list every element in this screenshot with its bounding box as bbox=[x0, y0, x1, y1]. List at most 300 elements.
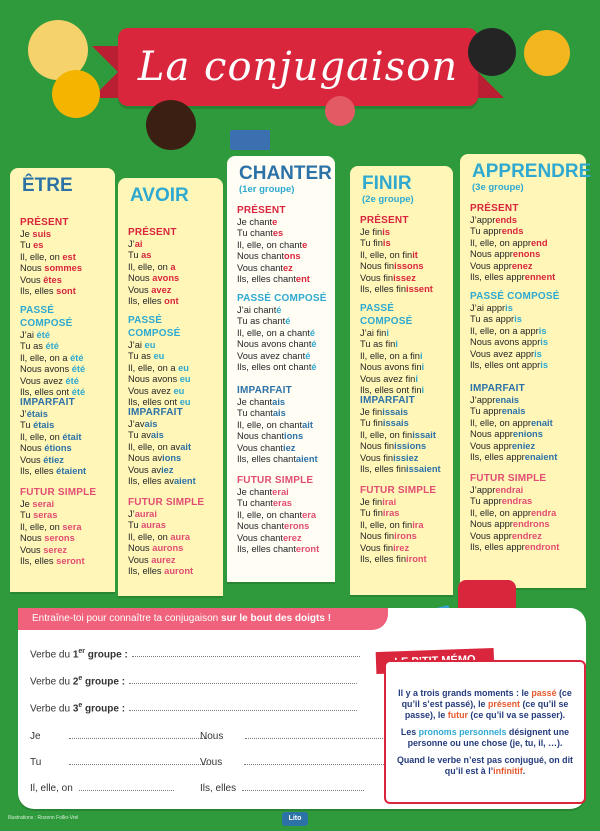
conjugation-line: Il, elle, on était bbox=[20, 431, 82, 442]
title-banner bbox=[118, 28, 478, 106]
verb-group: (2e groupe) bbox=[362, 194, 414, 205]
verb-ending: i bbox=[421, 385, 425, 396]
verb-ending: i bbox=[395, 339, 398, 350]
conjugation-line: Il, elle, on a fini bbox=[360, 350, 423, 361]
tense-title: PASSÉ COMPOSÉ bbox=[128, 315, 181, 339]
verb-ending: avez bbox=[151, 284, 172, 295]
verb-ending: aurai bbox=[134, 509, 157, 519]
conjugation-line: Tu apprendras bbox=[470, 496, 533, 507]
verb-ending: erons bbox=[284, 521, 310, 532]
tense-section bbox=[470, 202, 580, 283]
kid-illustration-girl bbox=[325, 96, 355, 126]
conjugation-line: Il, elle, on apprend bbox=[470, 237, 548, 248]
conjugation-line: J’apprendrai bbox=[470, 485, 524, 495]
conjugation-line: Vous avez fini bbox=[360, 373, 418, 384]
verb-ending: issiez bbox=[393, 452, 419, 463]
tense-section bbox=[237, 474, 329, 555]
verb-ending: irons bbox=[394, 531, 417, 542]
conjugation-line: Ils, elles ont appris bbox=[470, 360, 549, 371]
conjugation-line: Nous avions bbox=[128, 453, 182, 464]
verb-ending: étais bbox=[26, 409, 48, 419]
tense-title: PASSÉ COMPOSÉ bbox=[237, 293, 327, 304]
tense-title: FUTUR SIMPLE bbox=[237, 475, 314, 486]
answer-blank[interactable] bbox=[242, 790, 364, 791]
verb-ending: issais bbox=[382, 418, 409, 429]
tense-section bbox=[237, 204, 329, 285]
conjugation-line: Nous avons bbox=[128, 273, 180, 284]
answer-blank[interactable] bbox=[129, 683, 357, 684]
conjugation-line: J’aurai bbox=[128, 509, 157, 519]
conjugation-line: Nous finissions bbox=[360, 441, 427, 452]
memo-paragraph-3: Quand le verbe n’est pas conjugué, on dit qu’il est à l’infinitif. bbox=[396, 755, 574, 776]
tense-section bbox=[360, 484, 447, 565]
conjugation-line: Tu as fini bbox=[360, 339, 398, 350]
conjugation-line: Vous avez appris bbox=[470, 348, 542, 359]
conjugation-line: Ils, elles ont chanté bbox=[237, 362, 317, 373]
conjugation-line: Tu avais bbox=[128, 430, 164, 441]
verb-ending: ait bbox=[180, 441, 192, 452]
conjugation-line: Vous apprendrez bbox=[470, 530, 542, 541]
verb-header bbox=[118, 178, 223, 220]
conjugation-line: J’étais bbox=[20, 409, 48, 419]
verb-ending: is bbox=[538, 325, 547, 336]
answer-blank[interactable] bbox=[132, 656, 360, 657]
tense-section bbox=[237, 292, 329, 373]
conjugation-line: Vous êtes bbox=[20, 274, 62, 285]
verb-ending: ons bbox=[284, 251, 301, 262]
conjugation-line: Vous appreniez bbox=[470, 440, 536, 451]
verb-ending: enais bbox=[495, 395, 520, 405]
conjugation-line: Ils, elles apprenaient bbox=[470, 452, 558, 463]
tense-section bbox=[470, 472, 580, 553]
conjugation-line: Ils, elles finiront bbox=[360, 554, 427, 565]
verb-ending: auras bbox=[141, 520, 166, 531]
conjugation-line: Il, elle, on a eu bbox=[128, 362, 189, 373]
conjugation-line: Vous serez bbox=[20, 544, 68, 555]
verb-header bbox=[460, 154, 592, 196]
tense-title: PRÉSENT bbox=[470, 203, 519, 214]
conjugation-line: Nous finissons bbox=[360, 261, 424, 272]
tense-section bbox=[20, 304, 109, 398]
conjugation-line: Vous aviez bbox=[128, 464, 174, 475]
verb-ending: enais bbox=[501, 406, 526, 417]
verb-name: ÊTRE bbox=[22, 175, 73, 196]
verb-ending: ez bbox=[283, 262, 293, 273]
verb-ending: ais bbox=[272, 397, 286, 407]
verb-ending: iront bbox=[406, 554, 427, 565]
verb-ending: issait bbox=[412, 429, 436, 440]
conjugation-line: J’ai appris bbox=[470, 303, 513, 313]
conjugation-line: Tu as chanté bbox=[237, 316, 291, 327]
tense-title: PASSÉ COMPOSÉ bbox=[470, 291, 560, 302]
verb-group: (1er groupe) bbox=[239, 184, 295, 195]
verb-ending: endrai bbox=[495, 485, 524, 495]
verb-ending: étions bbox=[44, 443, 72, 454]
credit-text: Illustrations : Rozenn Follio-Vrel bbox=[8, 815, 79, 821]
conjugation-line: Ils, elles seront bbox=[20, 556, 85, 567]
verb-ending: aient bbox=[174, 476, 196, 487]
verb-ending: ends bbox=[495, 215, 518, 225]
conjugation-line: Nous chantions bbox=[237, 431, 304, 442]
conjugation-line: Il, elle, on apprenait bbox=[470, 417, 553, 428]
verb-ending: sera bbox=[62, 521, 82, 532]
verb-ending: ais bbox=[144, 419, 158, 429]
conjugation-line: Nous serons bbox=[20, 533, 75, 544]
conjugation-line: Ils, elles ont eu bbox=[128, 397, 191, 408]
verb-ending: endront bbox=[524, 542, 560, 553]
verb-ending: enions bbox=[512, 429, 543, 440]
verb-ending: ais bbox=[272, 408, 286, 419]
verb-ending: étaient bbox=[56, 466, 87, 477]
verb-ending: seront bbox=[56, 556, 85, 567]
conjugation-line: Il, elle, on chantera bbox=[237, 509, 317, 520]
conjugation-line: Ils, elles ont fini bbox=[360, 385, 425, 396]
conjugation-line: Nous finirons bbox=[360, 531, 417, 542]
verb-column-être bbox=[10, 168, 115, 592]
conjugation-line: Ils, elles chantent bbox=[237, 274, 310, 285]
answer-blank[interactable] bbox=[245, 738, 385, 739]
conjugation-line: Tu auras bbox=[128, 520, 166, 531]
conjugation-line: Tu apprends bbox=[470, 226, 524, 237]
answer-blank[interactable] bbox=[244, 764, 384, 765]
conjugation-line: Vous avez bbox=[128, 284, 172, 295]
conjugation-line: Il, elle, on est bbox=[20, 251, 76, 262]
verb-ending: été bbox=[36, 330, 50, 340]
conjugation-line: Nous chantons bbox=[237, 251, 301, 262]
tense-section bbox=[470, 382, 580, 463]
kid-illustration-right2 bbox=[524, 30, 570, 76]
verb-ending: iez bbox=[283, 442, 296, 453]
tense-title: IMPARFAIT bbox=[128, 407, 183, 418]
tense-title: PRÉSENT bbox=[237, 205, 286, 216]
verb-ending: suis bbox=[32, 229, 52, 239]
conjugation-line: Ils, elles apprendront bbox=[470, 542, 560, 553]
verb-ending: issions bbox=[394, 441, 427, 452]
conjugation-line: Il, elle, on aura bbox=[128, 531, 191, 542]
memo-paragraph-2: Les pronoms personnels désignent une personne ou une chose (je, tu, il, …). bbox=[400, 727, 570, 748]
tense-title: PRÉSENT bbox=[20, 217, 69, 228]
conjugation-line: Nous apprenions bbox=[470, 429, 543, 440]
conjugation-line: Il, elle, on a été bbox=[20, 352, 84, 363]
conjugation-line: Vous étiez bbox=[20, 454, 64, 465]
practice-hint: Entraîne-toi pour connaître ta conjugaison sur le bout des doigts ! bbox=[18, 608, 388, 630]
tense-title: PASSÉ COMPOSÉ bbox=[360, 303, 413, 327]
conjugation-line: Je serai bbox=[20, 499, 55, 509]
verb-ending: ends bbox=[501, 226, 524, 237]
verb-ending: es bbox=[272, 228, 284, 239]
answer-blank[interactable] bbox=[69, 738, 207, 739]
verb-ending: eu bbox=[178, 362, 189, 373]
conjugation-line: Je finis bbox=[360, 227, 390, 237]
tense-section bbox=[20, 216, 109, 297]
practice-group-row: Verbe du 2e groupe : bbox=[30, 675, 357, 687]
verb-column-apprendre bbox=[460, 154, 592, 588]
verb-name: CHANTER bbox=[239, 163, 332, 184]
verb-ending: is bbox=[534, 348, 542, 359]
tense-section bbox=[128, 406, 217, 487]
verb-ending: is bbox=[505, 303, 513, 313]
conjugation-line: Tu es bbox=[20, 240, 44, 251]
verb-ending: issez bbox=[393, 272, 416, 283]
verb-ending: été bbox=[45, 341, 59, 352]
conjugation-line: Il, elle, on a bbox=[128, 261, 176, 272]
verb-name: FINIR bbox=[362, 173, 412, 194]
verb-ending: i bbox=[421, 362, 425, 373]
conjugation-line: Tu as été bbox=[20, 341, 59, 352]
verb-ending: été bbox=[71, 387, 86, 398]
practice-group-row: Verbe du 1er groupe : bbox=[30, 648, 360, 660]
verb-ending: es bbox=[33, 240, 44, 251]
conjugation-line: Il, elle, on a appris bbox=[470, 325, 547, 336]
conjugation-line: Tu as bbox=[128, 250, 152, 261]
conjugation-line: Vous avez eu bbox=[128, 385, 185, 396]
verb-header bbox=[10, 168, 115, 210]
verb-ending: eras bbox=[272, 498, 292, 509]
conjugation-line: Ils, elles apprennent bbox=[470, 272, 556, 283]
verb-ending: eu bbox=[179, 397, 191, 408]
verb-ending: êtes bbox=[43, 274, 62, 285]
verb-ending: seras bbox=[33, 510, 58, 521]
conjugation-line: Ils, elles sont bbox=[20, 286, 76, 297]
conjugation-line: Vous finissiez bbox=[360, 452, 419, 463]
conjugation-line: Tu finiras bbox=[360, 508, 400, 519]
verb-ending: eu bbox=[173, 385, 185, 396]
verb-ending: eniez bbox=[511, 440, 536, 451]
verb-ending: iez bbox=[161, 464, 174, 475]
conjugation-line: Je chanterai bbox=[237, 487, 289, 497]
verb-ending: enez bbox=[511, 260, 533, 271]
conjugation-line: Ils, elles finissent bbox=[360, 284, 433, 295]
conjugation-line: Il, elle, on chantait bbox=[237, 419, 313, 430]
verb-ending: sommes bbox=[44, 263, 83, 274]
conjugation-line: J’avais bbox=[128, 419, 158, 429]
conjugation-line: Tu seras bbox=[20, 510, 58, 521]
conjugation-line: J’apprenais bbox=[470, 395, 520, 405]
conjugation-line: Je suis bbox=[20, 229, 52, 239]
conjugation-line: Vous chanterez bbox=[237, 532, 302, 543]
conjugation-line: Vous avez chanté bbox=[237, 350, 311, 361]
tense-section bbox=[20, 486, 109, 567]
conjugation-line: Ils, elles avaient bbox=[128, 476, 196, 487]
verb-name: APPRENDRE bbox=[472, 161, 592, 182]
answer-blank[interactable] bbox=[79, 790, 174, 791]
conjugation-line: Vous finirez bbox=[360, 542, 410, 553]
conjugation-line: Ils, elles chanteront bbox=[237, 544, 320, 555]
practice-group-row: Verbe du 3e groupe : bbox=[30, 702, 357, 714]
conjugation-line: Il, elle, on finit bbox=[360, 249, 418, 260]
conjugation-line: Il, elle, on finira bbox=[360, 519, 424, 530]
tense-title: IMPARFAIT bbox=[360, 395, 415, 406]
verb-ending: issent bbox=[406, 284, 433, 295]
tense-section bbox=[20, 396, 109, 477]
conjugation-line: Nous avons appris bbox=[470, 337, 549, 348]
verb-ending: serez bbox=[43, 544, 68, 555]
pronoun-row-right: Nous bbox=[200, 731, 385, 742]
verb-column-avoir bbox=[118, 178, 223, 596]
verb-ending: ont bbox=[164, 296, 179, 307]
verb-ending: été bbox=[65, 375, 79, 386]
verb-ending: é bbox=[311, 362, 317, 373]
verb-ending: était bbox=[62, 431, 82, 442]
conjugation-line: Vous aurez bbox=[128, 554, 176, 565]
conjugation-line: Tu chantais bbox=[237, 408, 286, 419]
tense-title: IMPARFAIT bbox=[237, 385, 292, 396]
conjugation-line: Ils, elles finissaient bbox=[360, 464, 441, 475]
pronoun-row-left: Il, elle, on bbox=[30, 783, 174, 794]
kid-illustration-right bbox=[468, 28, 516, 76]
conjugation-line: Ils, elles ont été bbox=[20, 387, 86, 398]
verb-ending: issais bbox=[382, 407, 409, 417]
verb-ending: is bbox=[382, 238, 391, 249]
tense-section bbox=[128, 226, 217, 307]
verb-ending: i bbox=[419, 350, 423, 361]
tense-title: FUTUR SIMPLE bbox=[470, 473, 547, 484]
tense-title: FUTUR SIMPLE bbox=[360, 485, 437, 496]
conjugation-line: Nous avons fini bbox=[360, 362, 425, 373]
verb-ending: aurez bbox=[151, 554, 176, 565]
verb-ending: étiez bbox=[43, 454, 64, 465]
verb-ending: est bbox=[62, 251, 76, 262]
conjugation-line: Tu chantes bbox=[237, 228, 284, 239]
verb-ending: enons bbox=[512, 249, 541, 260]
verb-ending: as bbox=[141, 250, 152, 261]
conjugation-line: J’ai chanté bbox=[237, 305, 282, 315]
tense-title: FUTUR SIMPLE bbox=[128, 497, 205, 508]
conjugation-line: J’ai fini bbox=[360, 328, 389, 338]
verb-ending: é bbox=[276, 305, 282, 315]
verb-ending: irai bbox=[382, 497, 397, 507]
verb-name: AVOIR bbox=[130, 185, 189, 206]
verb-ending: era bbox=[302, 509, 317, 520]
conjugation-line: Tu chanteras bbox=[237, 498, 292, 509]
verb-ending: enait bbox=[530, 417, 553, 428]
conjugation-line: Nous avons été bbox=[20, 364, 86, 375]
tense-title: PASSÉ COMPOSÉ bbox=[20, 305, 73, 329]
conjugation-line: Tu étais bbox=[20, 420, 55, 431]
conjugation-line: Il, elle, on apprendra bbox=[470, 507, 557, 518]
verb-ending: e bbox=[272, 217, 278, 227]
tense-title: PRÉSENT bbox=[128, 227, 177, 238]
verb-ending: end bbox=[530, 237, 548, 248]
pronoun-row-left: Je bbox=[30, 731, 207, 742]
verb-ending: is bbox=[514, 314, 522, 325]
conjugation-line: Nous sommes bbox=[20, 263, 83, 274]
verb-ending: ennent bbox=[524, 272, 556, 283]
verb-ending: été bbox=[71, 364, 86, 375]
verb-ending: sont bbox=[56, 286, 76, 297]
conjugation-line: J’ai bbox=[128, 239, 143, 249]
tense-section bbox=[128, 496, 217, 577]
verb-ending: i bbox=[386, 328, 389, 338]
verb-ending: é bbox=[309, 327, 316, 338]
verb-ending: endra bbox=[530, 507, 557, 518]
conjugation-line: J’apprends bbox=[470, 215, 518, 225]
verb-ending: é bbox=[305, 350, 311, 361]
conjugation-line: Vous apprenez bbox=[470, 260, 533, 271]
conjugation-line: Je finissais bbox=[360, 407, 409, 417]
verb-ending: avons bbox=[152, 273, 180, 284]
tense-title: PRÉSENT bbox=[360, 215, 409, 226]
conjugation-line: J’ai eu bbox=[128, 340, 156, 350]
verb-ending: endrez bbox=[511, 530, 542, 541]
verb-ending: erai bbox=[272, 487, 289, 497]
conjugation-line: Ils, elles ont bbox=[128, 296, 179, 307]
tense-title: FUTUR SIMPLE bbox=[20, 487, 97, 498]
verb-ending: ions bbox=[162, 453, 182, 464]
conjugation-line: Tu as appris bbox=[470, 314, 522, 325]
conjugation-line: Il, elle, on chante bbox=[237, 239, 308, 250]
tense-section bbox=[360, 302, 447, 396]
kid-illustration-reading bbox=[146, 100, 196, 150]
conjugation-line: Il, elle, on finissait bbox=[360, 429, 436, 440]
conjugation-line: Vous avez été bbox=[20, 375, 79, 386]
page-title: La conjugaison bbox=[137, 44, 459, 90]
conjugation-line: Il, elle, on avait bbox=[128, 441, 192, 452]
verb-ending: étais bbox=[33, 420, 55, 431]
kid-illustration-left2 bbox=[52, 70, 100, 118]
verb-ending: is bbox=[540, 360, 549, 371]
verb-header bbox=[227, 156, 335, 198]
verb-ending: it bbox=[412, 249, 418, 260]
conjugation-line: Nous avons eu bbox=[128, 374, 191, 385]
verb-ending: ais bbox=[150, 430, 164, 441]
conjugation-line: Je chantais bbox=[237, 397, 286, 407]
verb-ending: eu bbox=[144, 340, 156, 350]
verb-ending: ent bbox=[295, 274, 310, 285]
publisher-logo: Lito bbox=[282, 812, 308, 826]
conjugation-line: Nous étions bbox=[20, 443, 72, 454]
verb-ending: issons bbox=[394, 261, 424, 272]
verb-ending: ira bbox=[412, 519, 424, 530]
answer-blank[interactable] bbox=[69, 764, 207, 765]
verb-group: (3e groupe) bbox=[472, 182, 524, 193]
conjugation-line: Nous chanterons bbox=[237, 521, 310, 532]
books-icon bbox=[230, 130, 270, 150]
verb-ending: serons bbox=[44, 533, 75, 544]
conjugation-line: Je finirai bbox=[360, 497, 397, 507]
conjugation-line: Nous aurons bbox=[128, 543, 184, 554]
verb-ending: e bbox=[302, 239, 308, 250]
conjugation-line: Vous chantiez bbox=[237, 442, 296, 453]
conjugation-line: Tu finis bbox=[360, 238, 391, 249]
verb-ending: irez bbox=[393, 542, 410, 553]
pronoun-row-left: Tu bbox=[30, 757, 207, 768]
verb-ending: aurons bbox=[152, 543, 184, 554]
conjugation-line: Vous chantez bbox=[237, 262, 293, 273]
pronoun-row-right: Vous bbox=[200, 757, 384, 768]
tense-title: IMPARFAIT bbox=[470, 383, 525, 394]
verb-ending: aura bbox=[170, 531, 191, 542]
tense-section bbox=[237, 384, 329, 465]
pronoun-row-right: Ils, elles bbox=[200, 783, 364, 794]
verb-ending: serai bbox=[32, 499, 55, 509]
verb-ending: ait bbox=[302, 419, 313, 430]
conjugation-line: J’ai été bbox=[20, 330, 50, 340]
tense-section bbox=[360, 394, 447, 475]
verb-ending: endrons bbox=[512, 519, 550, 530]
tense-section bbox=[470, 290, 580, 371]
answer-blank[interactable] bbox=[129, 710, 357, 711]
verb-column-chanter bbox=[227, 156, 335, 582]
verb-ending: eront bbox=[295, 544, 320, 555]
verb-ending: ai bbox=[134, 239, 143, 249]
verb-ending: issaient bbox=[406, 464, 441, 475]
memo-paragraph-1: Il y a trois grands moments : le passé (ce qu’il s’est passé), le présent (ce qu’il se passe), le futur (ce qu’il va se passer). bbox=[398, 688, 572, 720]
verb-ending: erez bbox=[283, 532, 302, 543]
tense-section bbox=[128, 314, 217, 408]
conjugation-line: Tu apprenais bbox=[470, 406, 526, 417]
conjugation-line: Vous finissez bbox=[360, 272, 416, 283]
